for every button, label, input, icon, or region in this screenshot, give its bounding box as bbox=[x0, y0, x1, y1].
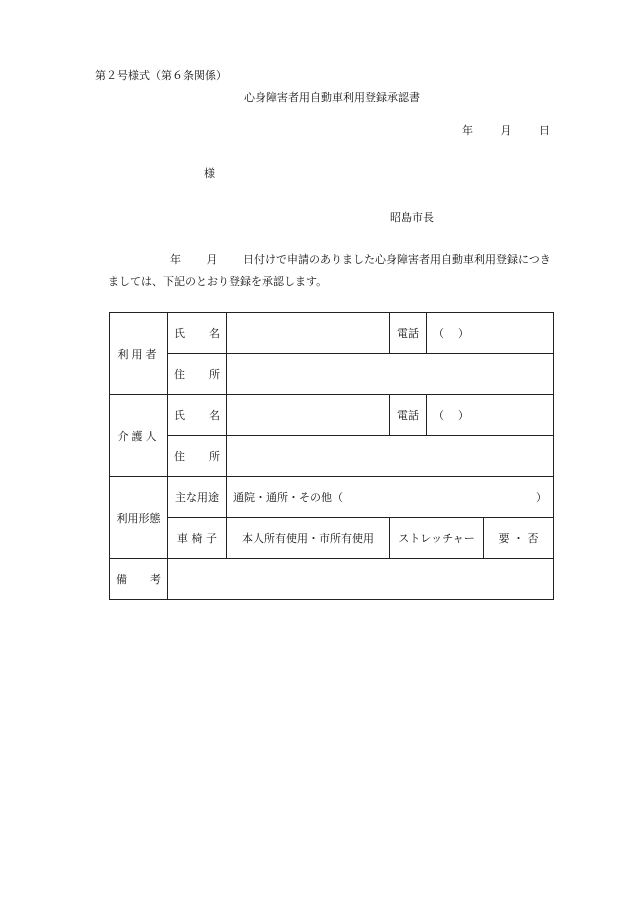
caregiver-address-field[interactable] bbox=[227, 436, 554, 477]
user-name-row bbox=[110, 313, 554, 354]
remarks-label-b: 考 bbox=[150, 573, 161, 586]
caregiver-tel-open: （ bbox=[433, 409, 444, 422]
user-tel-field[interactable] bbox=[427, 313, 554, 354]
user-address-label-b: 所 bbox=[209, 368, 220, 381]
user-name-field[interactable] bbox=[227, 313, 390, 354]
user-address-label bbox=[168, 354, 227, 395]
issuer-name: 昭島市長 bbox=[390, 211, 434, 224]
addressee-honorific: 様 bbox=[204, 167, 215, 180]
stretcher-label: ストレッチャー bbox=[390, 518, 484, 559]
date-day: 日 bbox=[539, 124, 550, 137]
remarks-label-a: 備 bbox=[116, 573, 127, 586]
purpose-close: ） bbox=[536, 491, 547, 504]
user-address-field[interactable] bbox=[227, 354, 554, 395]
remarks-label bbox=[110, 559, 168, 600]
purpose-field[interactable] bbox=[227, 477, 554, 518]
caregiver-section-label: 介護人 bbox=[110, 395, 168, 477]
body-line-2: ましては、下記のとおり登録を承認します。 bbox=[108, 275, 328, 288]
wheelchair-label: 車 椅 子 bbox=[168, 518, 227, 559]
document-title: 心身障害者用自動車利用登録承認書 bbox=[244, 91, 420, 104]
caregiver-address-row bbox=[110, 436, 554, 477]
user-address-label-a: 住 bbox=[174, 368, 185, 381]
caregiver-name-field[interactable] bbox=[227, 395, 390, 436]
wheelchair-options[interactable]: 本人所有使用・市所有使用 bbox=[227, 518, 390, 559]
caregiver-tel-close: ） bbox=[458, 409, 469, 422]
date-month: 月 bbox=[500, 124, 512, 137]
body-line-1-text: 日付けで申請のありました心身障害者用自動車利用登録につき bbox=[243, 253, 551, 266]
user-tel-close: ） bbox=[458, 327, 469, 340]
remarks-row bbox=[110, 559, 554, 600]
caregiver-name-label-a: 氏 bbox=[174, 409, 185, 422]
purpose-options: 通院・通所・その他（ bbox=[233, 491, 343, 504]
usage-equipment-row bbox=[110, 518, 554, 559]
caregiver-tel-label: 電話 bbox=[390, 395, 427, 436]
stretcher-options[interactable]: 要 ・ 否 bbox=[484, 518, 554, 559]
user-section-label: 利用者 bbox=[110, 313, 168, 395]
caregiver-name-row bbox=[110, 395, 554, 436]
user-address-row bbox=[110, 354, 554, 395]
body-year: 年 bbox=[170, 253, 181, 266]
caregiver-tel-field[interactable] bbox=[427, 395, 554, 436]
caregiver-name-label-b: 名 bbox=[209, 409, 220, 422]
date-year: 年 bbox=[462, 124, 473, 137]
user-name-label-a: 氏 bbox=[174, 327, 185, 340]
caregiver-address-label-b: 所 bbox=[209, 450, 220, 463]
body-line-1 bbox=[170, 251, 551, 267]
caregiver-address-label-a: 住 bbox=[174, 450, 185, 463]
caregiver-address-label bbox=[168, 436, 227, 477]
registration-table bbox=[109, 312, 554, 600]
user-tel-open: （ bbox=[433, 327, 444, 340]
date-line bbox=[462, 122, 550, 138]
user-tel-label: 電話 bbox=[390, 313, 427, 354]
user-name-label-b: 名 bbox=[209, 327, 220, 340]
form-number: 第２号様式（第６条関係） bbox=[95, 69, 227, 82]
usage-section-label: 利用形態 bbox=[110, 477, 168, 559]
body-month: 月 bbox=[206, 253, 218, 266]
user-name-label bbox=[168, 313, 227, 354]
purpose-label: 主な用途 bbox=[168, 477, 227, 518]
caregiver-name-label bbox=[168, 395, 227, 436]
remarks-field[interactable] bbox=[168, 559, 554, 600]
usage-purpose-row bbox=[110, 477, 554, 518]
